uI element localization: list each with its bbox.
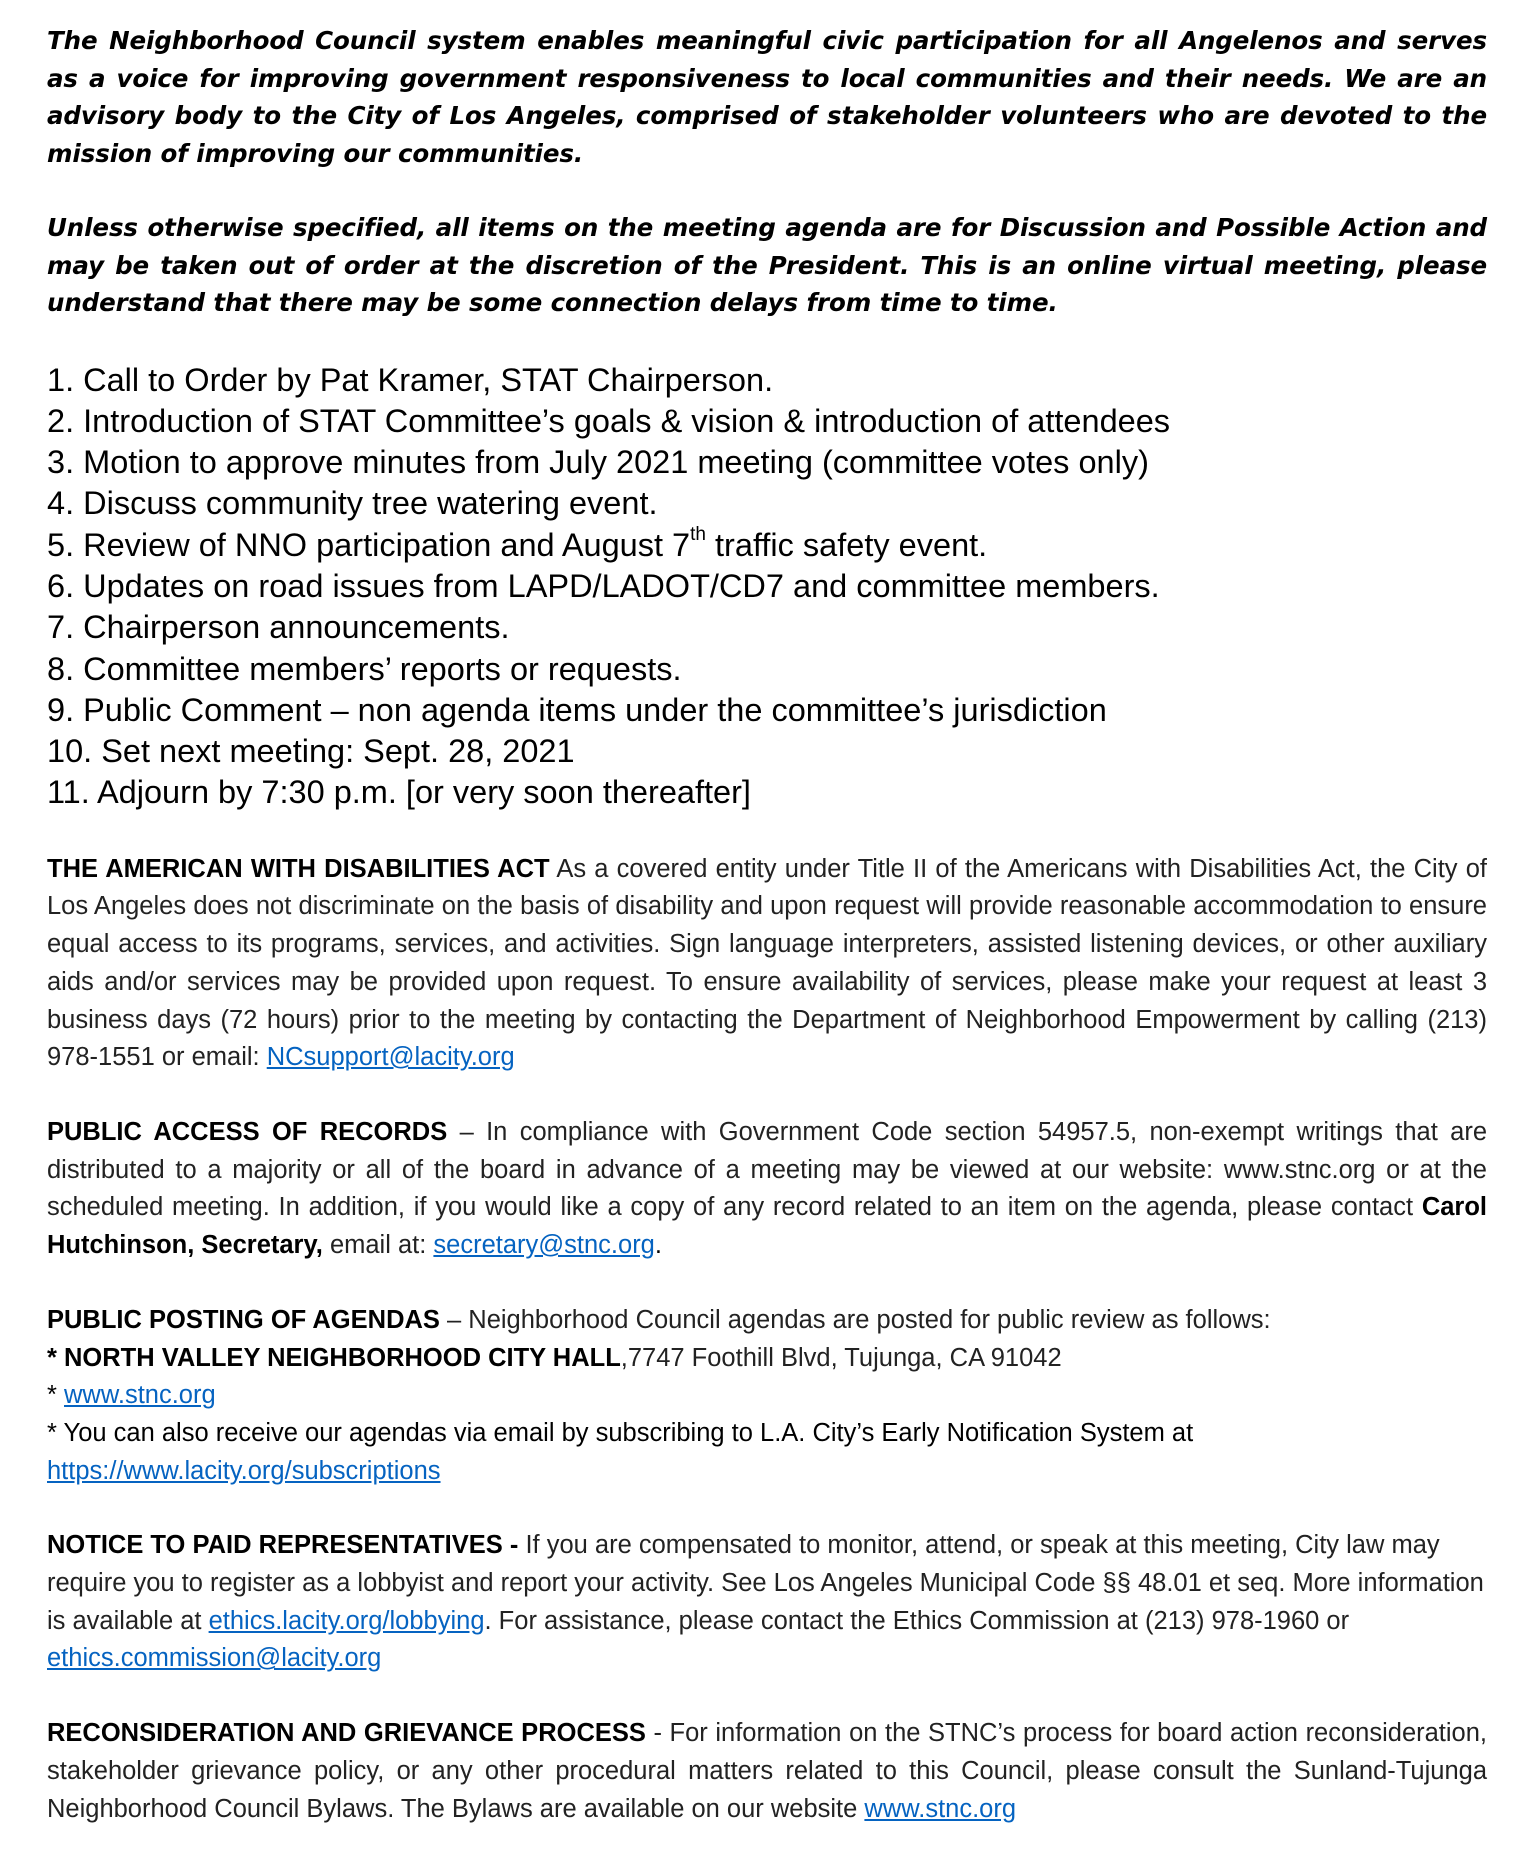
mission-statement: The Neighborhood Council system enables meaningful civic participation for all Angelenos and serves as a voice for improving government responsiveness to local communities and their needs. We are an advisory body to the City of Los Angeles, comprised of stakeholder volunteers who are devoted to the mission of improving our communities.	[47, 26, 1487, 168]
grievance-notice	[47, 1715, 1487, 1828]
agenda-item-9: 9. Public Comment – non agenda items under the committee’s jurisdiction	[47, 691, 1107, 728]
agenda-item-4: 4. Discuss community tree watering event.	[47, 485, 658, 522]
posting-website-bullet: *	[47, 1381, 65, 1410]
agenda-disclaimer: Unless otherwise specified, all items on the meeting agenda are for Discussion and Possible Action and may be taken out of order at the discretion of the President. This is an online virtual meeting, please understand that there may be some connection delays from time to time.	[47, 213, 1487, 317]
agenda-item-10: 10. Set next meeting: Sept. 28, 2021	[47, 733, 575, 770]
records-heading: PUBLIC ACCESS OF RECORDS	[47, 1117, 448, 1146]
grievance-text: - For information on the STNC’s process for board action reconsideration, stakeholder grievance policy, or any other procedural matters related to this Council, please consult the Sunland-Tujunga Neighborhood Council Bylaws. The Bylaws are available on our website	[47, 1719, 1488, 1823]
posting-intro-line	[47, 1302, 1487, 1340]
agenda-item-1: 1. Call to Order by Pat Kramer, STAT Chairperson.	[47, 361, 774, 398]
agenda-item-5-tail: traffic safety event.	[706, 526, 988, 563]
ada-text: As a covered entity under Title II of the Americans with Disabilities Act, the City of Los Angeles does not discriminate on the basis of disability and upon request will provide reasonable accommodation to ensure equal access to its programs, services, and activities. Sign language interpreters, assisted listening devices, or other auxiliary aids and/or services may be provided upon request. To ensure availability of services, please make your request at least 3 business days (72 hours) prior to the meeting by contacting the Department of Neighborhood Empowerment by calling (213) 978-1551 or email:	[47, 854, 1488, 1072]
agenda-document	[47, 22, 1487, 1828]
grievance-heading: RECONSIDERATION AND GRIEVANCE PROCESS	[47, 1719, 646, 1748]
posting-location-address: ,7747 Foothill Blvd, Tujunga, CA 91042	[620, 1343, 1062, 1372]
posting-location-line	[47, 1340, 1487, 1378]
agenda-item-6: 6. Updates on road issues from LAPD/LADOT/CD7 and committee members.	[47, 567, 1160, 604]
paid-heading: NOTICE TO PAID REPRESENTATIVES	[47, 1531, 503, 1560]
agenda-item-5-text: 5. Review of NNO participation and August 7	[47, 526, 691, 563]
agenda-item-5-superscript: th	[690, 523, 706, 545]
lobbying-link[interactable]: ethics.lacity.org/lobbying	[208, 1606, 485, 1635]
bylaws-website-link[interactable]: www.stnc.org	[864, 1794, 1017, 1823]
posting-heading: PUBLIC POSTING OF AGENDAS	[47, 1305, 440, 1334]
stnc-website-link[interactable]: www.stnc.org	[64, 1381, 216, 1410]
posting-intro: – Neighborhood Council agendas are posted for public review as follows:	[439, 1305, 1271, 1334]
agenda-item-7: 7. Chairperson announcements.	[47, 609, 510, 646]
ethics-email-link[interactable]: ethics.commission@lacity.org	[47, 1644, 382, 1673]
records-end: .	[654, 1231, 662, 1260]
records-text: – In compliance with Government Code section 54957.5, non-exempt writings that are distributed to a majority or all of the board in advance of a meeting may be viewed at our website: www.stnc.org or at the scheduled meeting. In addition, if you would like a copy of any record related to an item on the agenda, please contact	[47, 1117, 1488, 1222]
secretary-email-link[interactable]: secretary@stnc.org	[433, 1231, 655, 1260]
posting-subscribe-link-line	[47, 1453, 1487, 1491]
paid-representatives-notice	[47, 1527, 1487, 1678]
ada-notice	[47, 851, 1487, 1077]
records-notice	[47, 1114, 1487, 1265]
agenda-item-8: 8. Committee members’ reports or requests.	[47, 650, 682, 687]
agenda-list	[47, 360, 1487, 814]
paid-text: If you are compensated to monitor, attend, or speak at this meeting, City law may require you to register as a lobbyist and report your activity. See Los Angeles Municipal Code §§ 48.01 et seq. More information is available at	[47, 1531, 1484, 1635]
posting-notice	[47, 1302, 1487, 1491]
subscriptions-link[interactable]: https://www.lacity.org/subscriptions	[47, 1456, 441, 1485]
posting-location-name: * NORTH VALLEY NEIGHBORHOOD CITY HALL	[47, 1343, 621, 1372]
posting-website-line	[47, 1377, 1487, 1415]
agenda-item-3: 3. Motion to approve minutes from July 2021 meeting (committee votes only)	[47, 444, 1149, 481]
posting-subscribe-line: * You can also receive our agendas via email by subscribing to L.A. City’s Early Notification System at	[47, 1418, 1194, 1447]
records-text-2: email at:	[322, 1231, 434, 1260]
agenda-item-2: 2. Introduction of STAT Committee’s goals & vision & introduction of attendees	[47, 402, 1171, 439]
paid-text-2: . For assistance, please contact the Ethics Commission at (213) 978-1960 or	[484, 1606, 1350, 1635]
agenda-item-5	[47, 525, 1487, 566]
ada-heading: THE AMERICAN WITH DISABILITIES ACT	[47, 854, 550, 883]
records-contact: Carol Hutchinson, Secretary,	[47, 1193, 1487, 1260]
agenda-item-11: 11. Adjourn by 7:30 p.m. [or very soon thereafter]	[47, 774, 751, 811]
ncsupport-email-link[interactable]: NCsupport@lacity.org	[266, 1043, 515, 1072]
paid-dash: -	[502, 1531, 526, 1560]
